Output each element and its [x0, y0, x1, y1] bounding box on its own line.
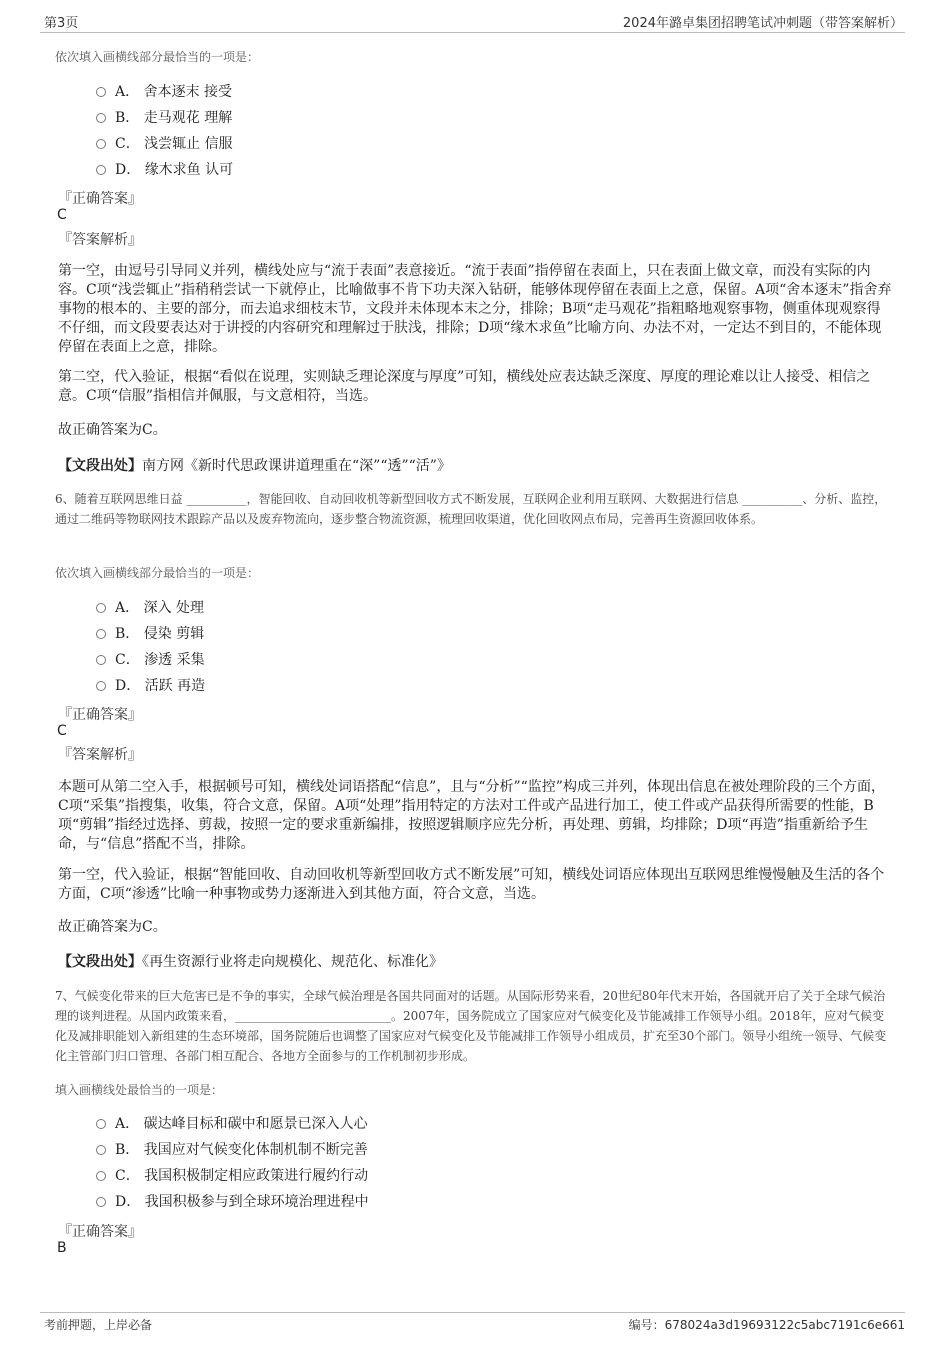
q5-answer-label: 『正确答案』 — [58, 191, 142, 207]
footer-slogan: 考前押题，上岸必备 — [44, 1318, 153, 1332]
q7-option-b[interactable]: B． 我国应对气候变化体制机制不断完善 — [96, 1138, 368, 1162]
q6-prompt: 依次填入画横线部分最恰当的一项是： — [55, 566, 260, 580]
page-header — [40, 10, 905, 33]
q5-source — [58, 455, 451, 475]
q6-option-b[interactable]: B． 侵染 剪辑 — [96, 622, 204, 646]
source-label: 【文段出处】 — [58, 458, 142, 474]
source-label: 【文段出处】 — [58, 954, 142, 970]
page-footer — [40, 1312, 905, 1335]
q7-answer: B — [57, 1240, 67, 1256]
q5-answer: C — [57, 207, 67, 223]
radio-icon[interactable] — [96, 165, 106, 175]
q6-option-d[interactable]: D． 活跃 再造 — [96, 674, 205, 698]
q5-option-b[interactable]: B． 走马观花 理解 — [96, 106, 232, 130]
q6-option-c[interactable]: C． 渗透 采集 — [96, 648, 205, 672]
q7-option-d[interactable]: D． 我国积极参与到全球环境治理进程中 — [96, 1190, 369, 1214]
q7-answer-label: 『正确答案』 — [58, 1224, 142, 1240]
document-title: 2024年潞卓集团招聘笔试冲刺题（带答案解析） — [622, 16, 903, 31]
document-id: 编号：678024a3d19693122c5abc7191c6e661 — [628, 1318, 905, 1332]
q5-prompt: 依次填入画横线部分最恰当的一项是： — [55, 50, 260, 64]
radio-icon[interactable] — [96, 87, 106, 97]
source-text: 《再生资源行业将走向规模化、规范化、标准化》 — [142, 954, 443, 970]
radio-icon[interactable] — [96, 1145, 106, 1155]
q5-option-a[interactable]: A． 舍本逐末 接受 — [96, 80, 232, 104]
radio-icon[interactable] — [96, 681, 106, 691]
q7-stem: 7、气候变化带来的巨大危害已是不争的事实，全球气候治理是各国共同面对的话题。从国际形势来看，20世纪80年代末开始，各国就开启了关于全球气候治理的谈判进程。从国内政策来看，__________________________。2007年，国务院成立了国家应对气候变化及节能减排工作领导小组。2018年，应对气候变化及减排职能划入新组建的生态环境部，国务院随后也调整了国家应对气候变化及节能减排工作领导小组成员，扩充至30个部门。领导小组统一领导、气候变化主管部门归口管理、各部门相互配合、各地方全面参与的工作机制初步形成。 — [55, 989, 887, 1063]
page-number: 第3页 — [44, 16, 79, 31]
q5-option-c[interactable]: C． 浅尝辄止 信服 — [96, 132, 233, 156]
q5-analysis-paragraph-1: 第一空，由逗号引导同义并列，横线处应与“流于表面”表意接近。“流于表面”指停留在表面上，只在表面上做文章，而没有实际的内容。C项“浅尝辄止”指稍稍尝试一下就停止，比喻做事不肯下功夫深入钻研，能够体现停留在表面上之意，保留。A项“舍本逐末”指舍弃事物的根本的、主要的部分，而去追求细枝末节，文段并未体现本末之分，排除；B项“走马观花”指粗略地观察事物，侧重体现观察得不仔细，而文段要表达对于讲授的内容研究和理解过于肤浅，排除；D项“缘木求鱼”比喻方向、办法不对，一定达不到目的，不能体现停留在表面上之意，排除。 — [58, 263, 892, 355]
q7-prompt: 填入画横线处最恰当的一项是： — [55, 1083, 224, 1097]
q7-option-c[interactable]: C． 我国积极制定相应政策进行履约行动 — [96, 1164, 368, 1188]
radio-icon[interactable] — [96, 113, 106, 123]
radio-icon[interactable] — [96, 655, 106, 665]
q6-option-a[interactable]: A． 深入 处理 — [96, 596, 204, 620]
q5-analysis-label: 『答案解析』 — [58, 232, 142, 248]
q7-option-a[interactable]: A． 碳达峰目标和碳中和愿景已深入人心 — [96, 1112, 368, 1136]
radio-icon[interactable] — [96, 1197, 106, 1207]
q6-answer-label: 『正确答案』 — [58, 707, 142, 723]
source-text: 南方网《新时代思政课讲道理重在“深”“透”“活”》 — [142, 458, 451, 474]
radio-icon[interactable] — [96, 1171, 106, 1181]
q6-stem: 6、随着互联网思维日益 __________，智能回收、自动回收机等新型回收方式不断发展，互联网企业利用互联网、大数据进行信息 __________、分析、监控，通过二维码等物联网技术跟踪产品以及废弃物流向，逐步整合物流资源，梳理回收渠道，优化回收网点布局，完善再生资源回收体系。 — [55, 492, 887, 526]
radio-icon[interactable] — [96, 629, 106, 639]
radio-icon[interactable] — [96, 603, 106, 613]
q5-analysis-paragraph-2: 第二空，代入验证，根据“看似在说理，实则缺乏理论深度与厚度”可知，横线处应表达缺乏深度、厚度的理论难以让人接受、相信之意。C项“信服”指相信并佩服，与文意相符，当选。 — [58, 369, 871, 404]
radio-icon[interactable] — [96, 139, 106, 149]
q5-option-d[interactable]: D． 缘木求鱼 认可 — [96, 158, 233, 182]
radio-icon[interactable] — [96, 1119, 106, 1129]
q6-source — [58, 951, 443, 971]
q6-analysis-paragraph-1: 本题可从第二空入手，根据顿号可知，横线处词语搭配“信息”，且与“分析”“监控”构成三并列，体现出信息在被处理阶段的三个方面，C项“采集”指搜集，收集，符合文意，保留。A项“处理”指用特定的方法对工件或产品进行加工，使工件或产品获得所需要的性能，B项“剪辑”指经过选择、剪裁，按照一定的要求重新编排，按照逻辑顺序应先分析，再处理、剪辑，均排除；D项“再造”指重新给予生命，与“信息”搭配不当，排除。 — [58, 779, 885, 852]
q5-conclusion: 故正确答案为C。 — [58, 422, 167, 438]
q6-analysis-label: 『答案解析』 — [58, 747, 142, 763]
q6-answer: C — [57, 723, 67, 739]
q6-analysis-paragraph-2: 第一空，代入验证，根据“智能回收、自动回收机等新型回收方式不断发展”可知，横线处词语应体现出互联网思维慢慢触及生活的各个方面，C项“渗透”比喻一种事物或势力逐渐进入到其他方面，符合文意，当选。 — [58, 867, 885, 902]
q6-conclusion: 故正确答案为C。 — [58, 919, 167, 935]
